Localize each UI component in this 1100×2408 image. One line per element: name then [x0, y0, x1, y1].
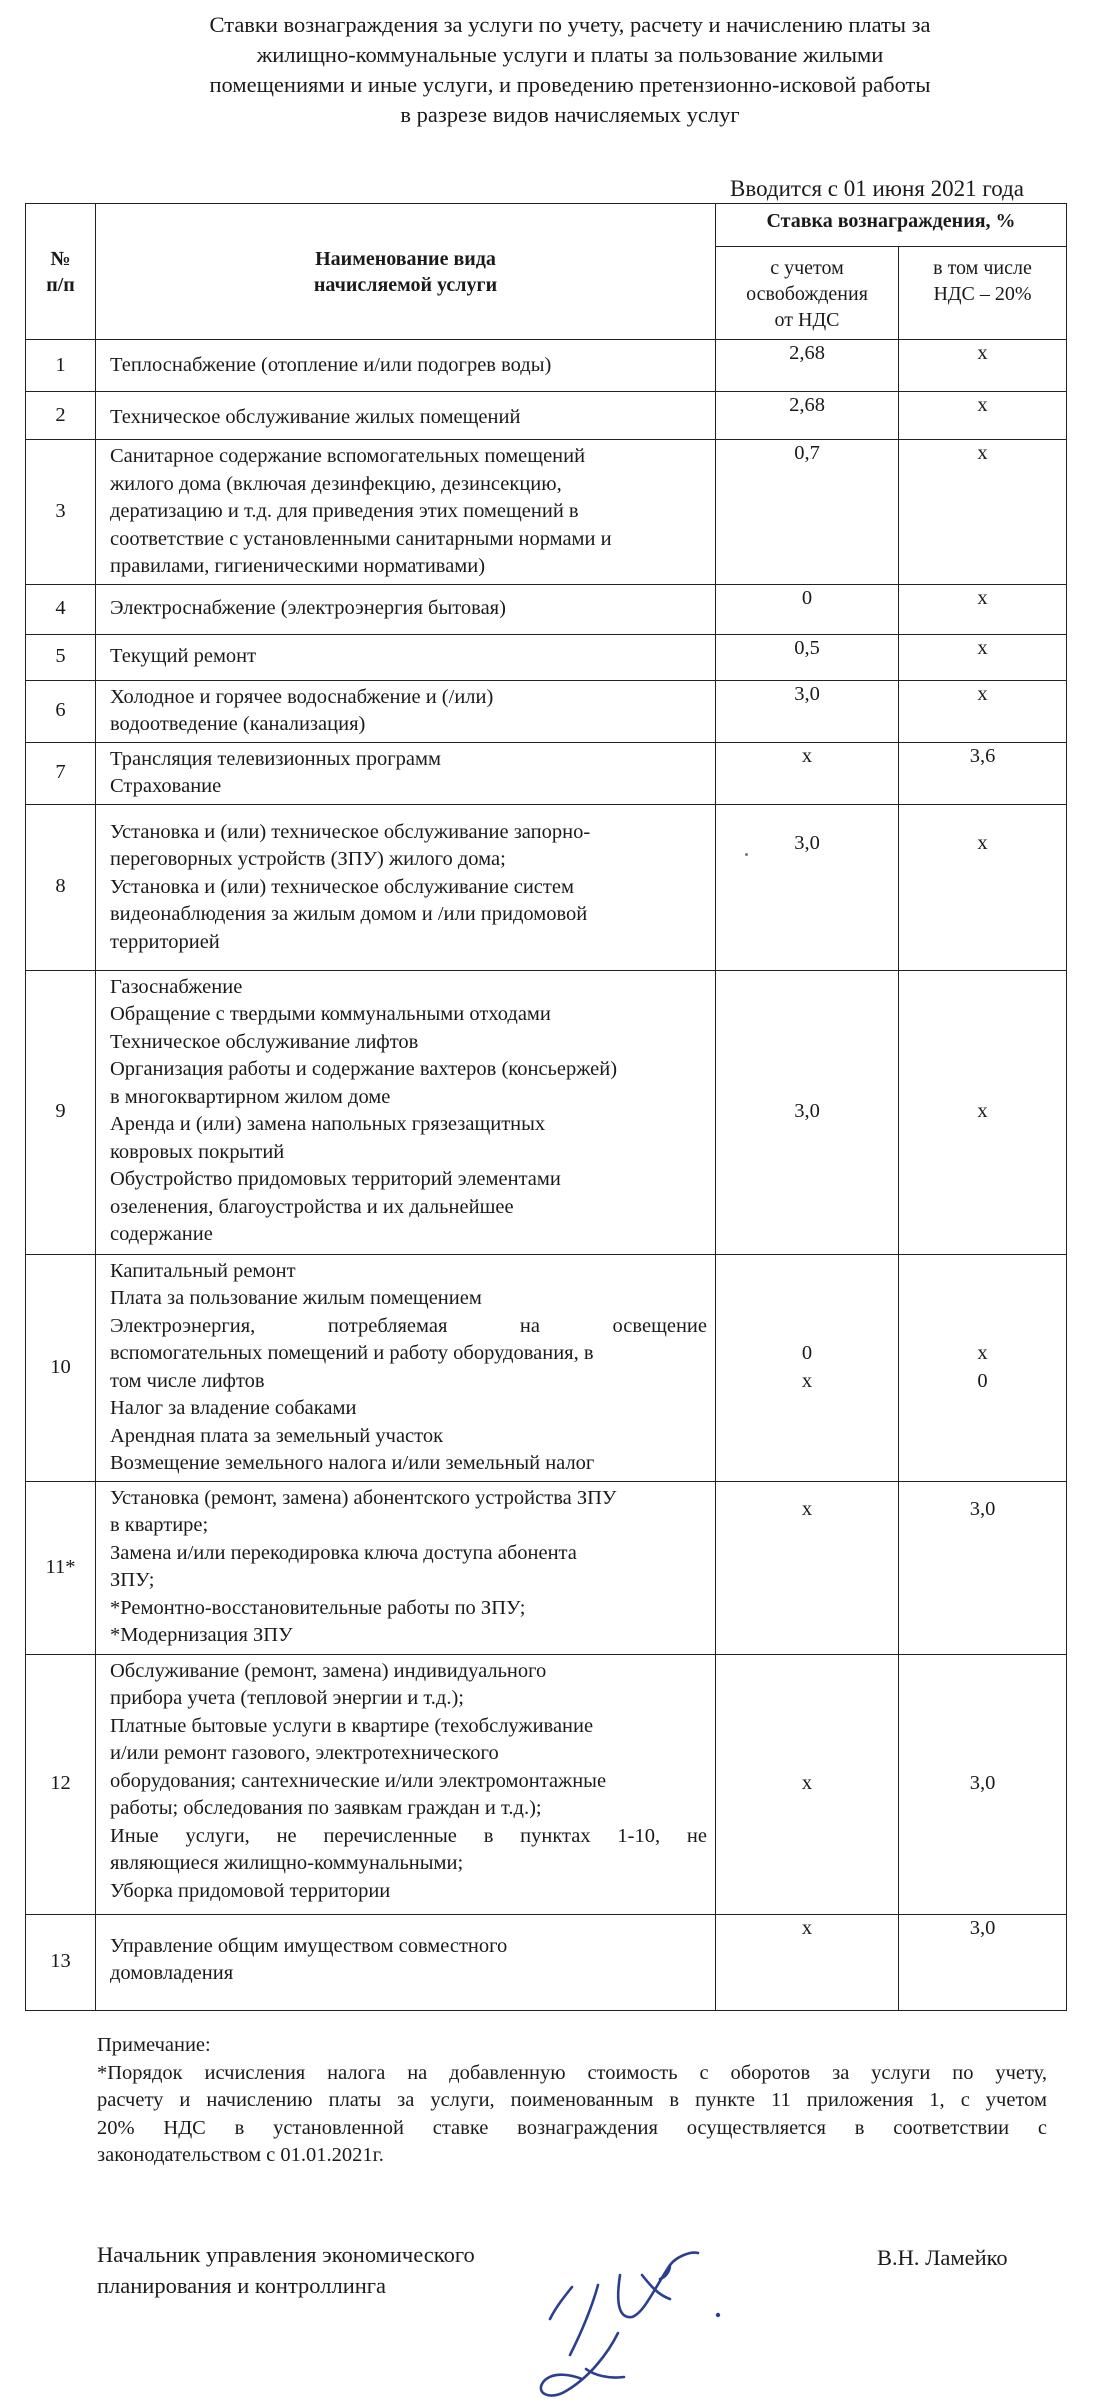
footnote — [97, 2032, 1047, 2170]
rate-vat: х — [899, 340, 1067, 392]
row-number: 6 — [26, 680, 96, 742]
service-name: Электроснабжение (электроэнергия бытовая) — [96, 584, 716, 634]
rate-vat: х — [899, 392, 1067, 440]
rates-table — [25, 203, 1067, 2011]
rate-vat: х — [899, 804, 1067, 970]
table-row — [26, 440, 1067, 585]
row-number: 10 — [26, 1254, 96, 1481]
rate-vat: 3,0 — [899, 1654, 1067, 1914]
scan-speck — [745, 853, 748, 856]
table-row — [26, 970, 1067, 1254]
row-number: 2 — [26, 392, 96, 440]
service-name: Капитальный ремонт Плата за пользование жилым помещением Электроэнергия, потребляемая на освещение вспомогательных помещений и работу оборудования, в том числе лифтов Налог за владение собаками Арендная плата за земельный участок Возмещение земельного налога и/или земельный налог — [96, 1254, 716, 1481]
table-row — [26, 742, 1067, 804]
table-row — [26, 1914, 1067, 2010]
row-number: 5 — [26, 634, 96, 680]
rate-vat — [899, 1254, 1067, 1481]
footnote-line: законодательством с 01.01.2021г. — [97, 2144, 384, 2166]
header-service-name: Наименование вида начисляемой услуги — [96, 204, 716, 340]
rate-no-vat: х — [716, 742, 899, 804]
rate-vat: х — [899, 634, 1067, 680]
rate-no-vat: х — [716, 1914, 899, 2010]
row-number: 8 — [26, 804, 96, 970]
service-name: Текущий ремонт — [96, 634, 716, 680]
rate-no-vat: 2,68 — [716, 392, 899, 440]
rate-no-vat: 0,7 — [716, 440, 899, 585]
rate-no-vat: 3,0 — [716, 970, 899, 1254]
row-number: 11* — [26, 1481, 96, 1654]
service-name: Установка (ремонт, замена) абонентского устройства ЗПУ в квартире; Замена и/или перекодировка ключа доступа абонента ЗПУ; *Ремонтно-восстановительные работы по ЗПУ; *Модернизация ЗПУ — [96, 1481, 716, 1654]
service-name: Установка и (или) техническое обслуживание запорно- переговорных устройств (ЗПУ) жилого дома; Установка и (или) техническое обслуживание систем видеонаблюдения за жилым домом и /или придомовой территорией — [96, 804, 716, 970]
rate-vat: х — [899, 440, 1067, 585]
row-number: 1 — [26, 340, 96, 392]
service-name: Техническое обслуживание жилых помещений — [96, 392, 716, 440]
service-name: Управление общим имуществом совместного домовладения — [96, 1914, 716, 2010]
row-number: 12 — [26, 1654, 96, 1914]
effective-date: Вводится с 01 июня 2021 года — [730, 176, 1024, 201]
rate-vat: х — [899, 584, 1067, 634]
table-row — [26, 584, 1067, 634]
table-row — [26, 804, 1067, 970]
row-number: 3 — [26, 440, 96, 585]
table-row — [26, 634, 1067, 680]
service-name: Трансляция телевизионных программ Страхование — [96, 742, 716, 804]
rate-no-vat-electricity: 0 — [801, 1341, 813, 1364]
rate-no-vat: х — [716, 1481, 899, 1654]
title-line: в разрезе видов начисляемых услуг — [400, 102, 740, 127]
table-row — [26, 1254, 1067, 1481]
signatory-name: В.Н. Ламейко — [877, 2245, 1008, 2270]
footnote-line: *Порядок исчисления налога на добавленную стоимость с оборотов за услуги по учету, — [97, 2061, 1047, 2084]
service-name: Обслуживание (ремонт, замена) индивидуального прибора учета (тепловой энергии и т.д.); Платные бытовые услуги в квартире (техобслуживание и/или ремонт газового, электротехнического оборудования; сантехнические и/или электромонтажные работы; обследования по заявкам граждан и т.д.); Иные услуги, не перечисленные в пунктах 1-10, не являющиеся жилищно-коммунальными; Уборка придомовой территории — [96, 1654, 716, 1914]
row-number: 9 — [26, 970, 96, 1254]
rate-no-vat: 2,68 — [716, 340, 899, 392]
rate-no-vat: 0,5 — [716, 634, 899, 680]
rate-no-vat-dog-tax: х — [801, 1370, 813, 1392]
header-vat: в том числе НДС – 20% — [899, 247, 1067, 340]
rate-vat-dog-tax: 0 — [977, 1370, 988, 1392]
row-number: 7 — [26, 742, 96, 804]
header-rate: Ставка вознаграждения, % — [716, 204, 1067, 247]
table-row — [26, 340, 1067, 392]
signatory-position: Начальник управления экономического планирования и контроллинга — [97, 2242, 475, 2298]
table-row — [26, 1481, 1067, 1654]
service-name: Холодное и горячее водоснабжение и (/или) водоотведение (канализация) — [96, 680, 716, 742]
table-row — [26, 680, 1067, 742]
rate-no-vat: 3,0 — [716, 804, 899, 970]
rate-vat-electricity: х — [977, 1341, 988, 1364]
table-row — [26, 1654, 1067, 1914]
rate-no-vat — [716, 1254, 899, 1481]
rate-vat: х — [899, 970, 1067, 1254]
footnote-line: 20% НДС в установленной ставке вознаграждения осуществляется в соответствии с — [97, 2116, 1047, 2139]
title-line: жилищно-коммунальные услуги и платы за пользование жилыми — [256, 42, 884, 67]
row-number: 4 — [26, 584, 96, 634]
footnote-label: Примечание: — [97, 2034, 211, 2056]
footnote-line: расчету и начислению платы за услуги, поименованным в пункте 11 приложения 1, с учетом — [97, 2089, 1047, 2111]
rate-vat: 3,6 — [899, 742, 1067, 804]
title-line: помещениями и иные услуги, и проведению претензионно-исковой работы — [209, 72, 931, 97]
header-no-vat: с учетом освобождения от НДС — [716, 247, 899, 340]
service-name: Газоснабжение Обращение с твердыми коммунальными отходами Техническое обслуживание лифтов Организация работы и содержание вахтеров (консьержей) в многоквартирном жилом доме Аренда и (или) замена напольных грязезащитных ковровых покрытий Обустройство придомовых территорий элементами озеленения, благоустройства и их дальнейшее содержание — [96, 970, 716, 1254]
rate-no-vat: 0 — [716, 584, 899, 634]
title-line: Ставки вознаграждения за услуги по учету, расчету и начислению платы за — [209, 12, 931, 37]
document-title — [90, 10, 1050, 130]
header-number: № п/п — [26, 204, 96, 340]
rate-vat: х — [899, 680, 1067, 742]
table-row — [26, 392, 1067, 440]
service-name: Теплоснабжение (отопление и/или подогрев воды) — [96, 340, 716, 392]
service-name: Санитарное содержание вспомогательных помещений жилого дома (включая дезинфекцию, дезинсекцию, дератизацию и т.д. для приведения этих помещений в соответствие с установленными санитарными нормами и правилами, гигиеническими нормативами) — [96, 440, 716, 585]
rate-no-vat: х — [716, 1654, 899, 1914]
rate-vat: 3,0 — [899, 1914, 1067, 2010]
rate-no-vat: 3,0 — [716, 680, 899, 742]
row-number: 13 — [26, 1914, 96, 2010]
handwritten-signature — [520, 2215, 780, 2405]
rate-vat: 3,0 — [899, 1481, 1067, 1654]
